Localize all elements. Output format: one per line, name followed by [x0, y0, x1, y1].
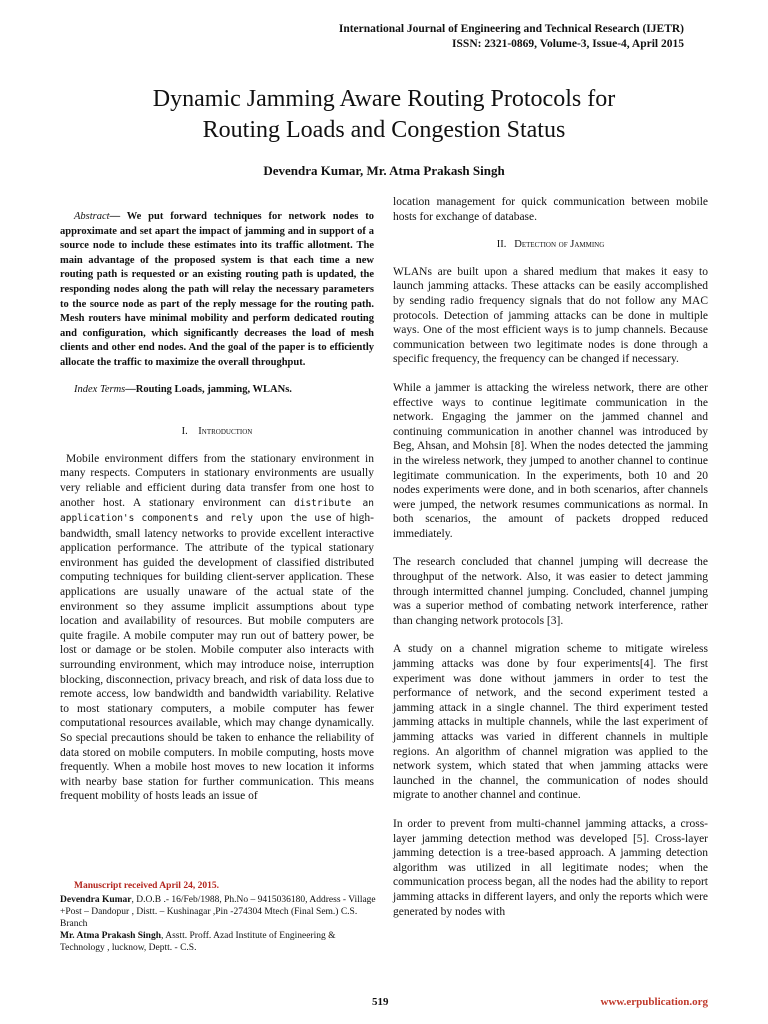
- abstract-label: Abstract: [74, 211, 110, 222]
- body-paragraph: WLANs are built upon a shared medium that makes it easy to launch jamming attacks. These attacks can be easily accomplished by sending radio frequency signals that do not follow any MAC protocols. Detection of jamming attacks can be done in multiple ways. One of the most efficient ways is to jump channels. Because communication between two legitimate nodes is done through a specific frequency, the frequency can be changed if necessary.: [393, 265, 708, 366]
- section-title: Detection of Jamming: [514, 239, 605, 251]
- website-link: www.erpublication.org: [600, 996, 708, 1008]
- index-terms: [60, 383, 374, 398]
- author2-details: , Asstt. Proff. Azad Institute of Engineering & Technology , lucknow, Deptt. - C.S.: [60, 931, 336, 953]
- author1-name: Devendra Kumar: [60, 895, 132, 905]
- section-heading-detection: [393, 238, 708, 253]
- abstract-text: — We put forward techniques for network nodes to approximate and set apart the impact of jamming and in support of a source node to include these estimates into its traffic allotment. The main advantage of the proposed system is that each time a new routing path is requested or an existing routing path is updated, the responding nodes along the path will relay the necessary parameters to the source node as part of the reply message for the routing path. Mesh routers have minimal mobility and perform dedicated routing and configuration, which significantly decreases the load of mesh clients and other end nodes. And the goal of the paper is to efficiently allocate the traffic to maximize the overall throughput.: [60, 211, 374, 368]
- body-paragraph: The research concluded that channel jumping will decrease the throughput of the network. Also, it was easier to detect jamming through intermitted channel jumping. Concluded, channel jumping was a superior method of combating network interference, rather than changing network protocols [3].: [393, 556, 708, 627]
- body-paragraph: A study on a channel migration scheme to mitigate wireless jamming attacks was done by four experiments[4]. The first experiment was done without jammers in order to test the performance of network, and the second experiment tested a jamming attack in a single channel. The third experiment tested jamming attacks in multiple channels, while the last experiment of jamming attacks was varied in different channels in multiple regions. An algorithm of channel migration was applied to the network system, which stated that when jamming attacks were launched in the channel, the communication of nodes should migrate to another channel and continue.: [393, 643, 708, 802]
- intro-mono-text: distribute an application's components and rely upon the use: [60, 497, 374, 525]
- intro-text-2: of high-bandwidth, small latency networks to provide excellent interactive application performance. The attribute of the typical stationary environment has guided the development of classified distributed computing techniques for building client-server application. These applications are usually unaware of the actual state of the environment so they assume implicit assumptions about type location and availability of resources. But mobile computers are quite fragile. A mobile computer may run out of battery power, be lost or damage or be stolen. Mobile computer also interacts with surrounding environment, which may introduce noise, interruption blocking, disconnection, privacy breach, and risk of data loss due to remote access, low bandwidth and bandwidth variability. Relative to most stationary computers, a mobile computer has fewer computational resources available, which may change dynamically. So special precautions should be taken to enhance the reliability of data stored on mobile computers. In mobile computing, hosts move frequently. When a mobile host moves to new location it informs with nearby base station for further communication. This means frequent mobility of hosts leads an issue of: [60, 512, 374, 803]
- footnote: [60, 880, 378, 954]
- right-column: [393, 195, 708, 933]
- left-column: [60, 195, 374, 804]
- section-heading-introduction: [60, 425, 374, 440]
- journal-name: International Journal of Engineering and Technical Research (IJETR): [338, 23, 684, 35]
- title-line-2: Routing Loads and Congestion Status: [202, 117, 566, 143]
- index-terms-label: Index Terms: [74, 383, 126, 395]
- continued-paragraph: location management for quick communication between mobile hosts for exchange of database.: [393, 196, 708, 223]
- author2-name: Mr. Atma Prakash Singh: [60, 931, 161, 941]
- intro-text-1: Mobile environment differs from the stationary environment in many respects. Computers in stationary environments are usually very reliable and efficient during data transfer from one host to another host. A stationary environment can: [60, 452, 374, 509]
- section-number: II.: [496, 239, 507, 251]
- manuscript-received: Manuscript received April 24, 2015.: [74, 881, 219, 891]
- journal-header: [339, 22, 684, 52]
- author2-note: [60, 930, 378, 954]
- body-paragraph: While a jammer is attacking the wireless network, there are other effective ways to continue legitimate communication in the network. Engaging the jammer on the jammed channel and continuing communication in another channel was introduced by Beg, Ahsan, and Mohsin [8]. When the nodes detected the jamming in the wireless network, they jumped to another channel to continue legitimate communication. In the experiments, both 10 and 20 nodes experiments were done, and in both scenarios, after channels were jumped, the network resumes communications as normal. In both scenarios, the amount of packets dropped reduced immediately.: [393, 381, 708, 540]
- abstract: [60, 210, 374, 371]
- section-title: Introduction: [198, 426, 253, 438]
- paper-title: [60, 84, 708, 146]
- page-number: 519: [372, 996, 389, 1008]
- section-number: I.: [181, 426, 188, 438]
- title-line-1: Dynamic Jamming Aware Routing Protocols for: [152, 86, 616, 112]
- intro-paragraph: [60, 452, 374, 804]
- index-terms-text: —Routing Loads, jamming, WLANs.: [125, 383, 292, 395]
- author1-details: , D.O.B .- 16/Feb/1988, Ph.No – 9415036180, Address - Village +Post – Dandopur , Distt. – Kushinagar ,Pin -274304 Mtech (Final Sem.) C.S. Branch: [60, 895, 376, 929]
- authors: Devendra Kumar, Mr. Atma Prakash Singh: [263, 163, 505, 178]
- body-paragraph: In order to prevent from multi-channel jamming attacks, a cross-layer jamming detection method was developed [5]. Cross-layer jamming detection is a tree-based approach. A jamming detection algorithm was utilized in all legitimate nodes; when the communication process began, all the nodes had the ability to report jamming attacks in different layers, and only the reports which were generated by nodes with: [393, 817, 708, 918]
- author1-note: [60, 894, 378, 930]
- issn-line: ISSN: 2321-0869, Volume-3, Issue-4, April 2015: [452, 38, 684, 50]
